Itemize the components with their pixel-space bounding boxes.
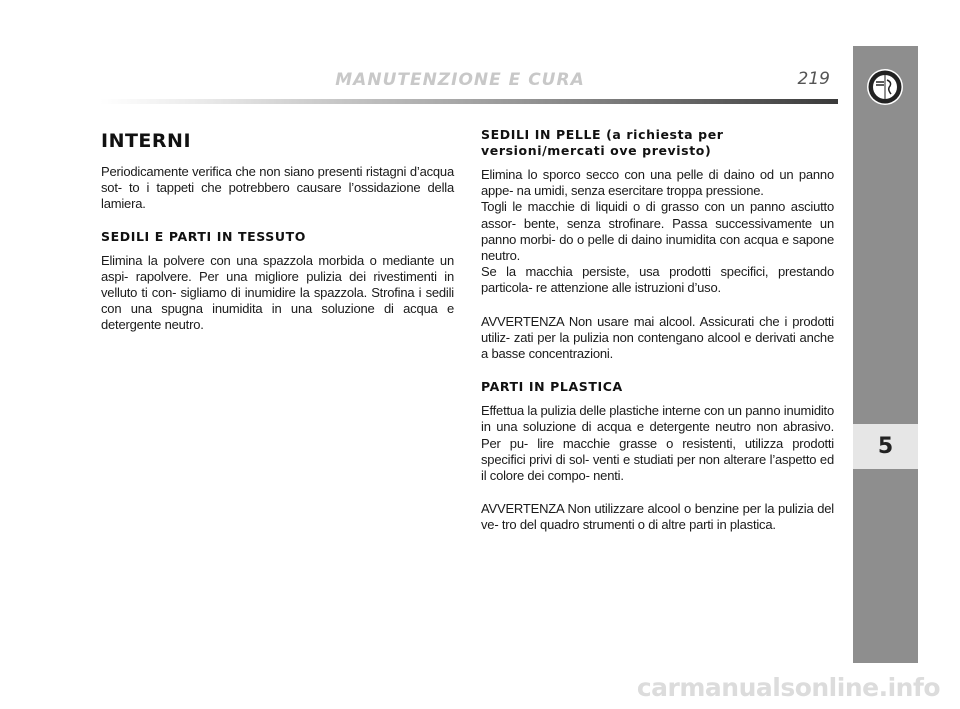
text-line: venti e studiati per non alterare l’aspetto ed il colore dei compo- xyxy=(481,451,834,484)
warning-alcohol-paragraph xyxy=(481,314,834,363)
plastic-parts-paragraph xyxy=(481,403,834,484)
text-line: Periodicamente verifica che non siano presenti ristagni d’acqua sot- xyxy=(101,164,454,196)
text-line: nenti. xyxy=(593,468,624,484)
text-line: Elimina lo sporco secco con una pelle di daino od un panno appe- xyxy=(481,167,834,199)
site-watermark: carmanualsonline.info xyxy=(636,673,940,702)
plastic-parts-heading: PARTI IN PLASTICA xyxy=(481,379,623,395)
text-line: lire macchie grasse o resistenti, utilizza prodotti specifici privi di sol- xyxy=(481,435,834,467)
text-line: bente, senza strofinare. Passa successivamente un panno morbi- xyxy=(481,215,834,247)
heading-line: versioni/mercati ove previsto) xyxy=(481,143,712,158)
text-line: zati per la pulizia non contengano alcool e derivati anche a basse xyxy=(481,329,834,362)
text-line: inumidita in una soluzione di acqua e detergente neutro. xyxy=(101,301,454,333)
text-line: rapolvere. Per una migliore pulizia dei rivestimenti in velluto ti con- xyxy=(101,268,454,301)
text-line: to i tappeti che potrebbero causare l’ossidazione della lamiera. xyxy=(101,180,454,212)
text-line: concentrazioni. xyxy=(528,346,614,362)
leather-seats-paragraph xyxy=(481,167,834,297)
text-line: re attenzione alle istruzioni d’uso. xyxy=(535,280,721,296)
intro-paragraph xyxy=(101,164,454,213)
text-line: na umidi, senza esercitare troppa pressione. xyxy=(516,183,764,199)
left-column xyxy=(101,130,454,334)
text-line: Effettua la pulizia delle plastiche interne con un panno inumidito in xyxy=(481,403,834,435)
chapter-side-tab xyxy=(853,46,918,663)
chapter-number: 5 xyxy=(853,424,918,469)
warning-solvents-paragraph xyxy=(481,501,834,533)
text-line: Togli le macchie di liquidi o di grasso con un panno asciutto assor- xyxy=(481,199,834,231)
alfa-romeo-badge-icon xyxy=(866,68,904,106)
leather-seats-heading xyxy=(481,127,834,159)
heading-line: SEDILI IN PELLE (a richiesta per xyxy=(481,127,724,142)
header-rule xyxy=(100,99,838,104)
text-line: Se la macchia persiste, usa prodotti specifici, prestando particola- xyxy=(481,264,834,296)
text-line: Elimina la polvere con una spazzola morbida o mediante un aspi- xyxy=(101,252,454,284)
fabric-seats-paragraph xyxy=(101,253,454,334)
right-column xyxy=(481,127,834,534)
text-line: do o pelle di daino inumidita con acqua e sapone neutro. xyxy=(481,231,834,264)
text-line: AVVERTENZA Non usare mai alcool. Assicurati che i prodotti utiliz- xyxy=(481,313,834,345)
text-line: tro del quadro strumenti o di altre parti in plastica. xyxy=(501,517,776,533)
text-line: AVVERTENZA Non utilizzare alcool o benzine per la pulizia del ve- xyxy=(481,501,834,533)
section-title: INTERNI xyxy=(101,130,192,152)
page-number: 219 xyxy=(797,69,830,89)
fabric-seats-heading: SEDILI E PARTI IN TESSUTO xyxy=(101,228,306,244)
text-line: sigliamo di inumidire la spazzola. Strofina i sedili con una spugna xyxy=(101,285,454,317)
running-header-title: MANUTENZIONE E CURA xyxy=(335,70,585,90)
text-line: una soluzione di acqua e detergente neutro non abrasivo. Per pu- xyxy=(481,419,834,451)
